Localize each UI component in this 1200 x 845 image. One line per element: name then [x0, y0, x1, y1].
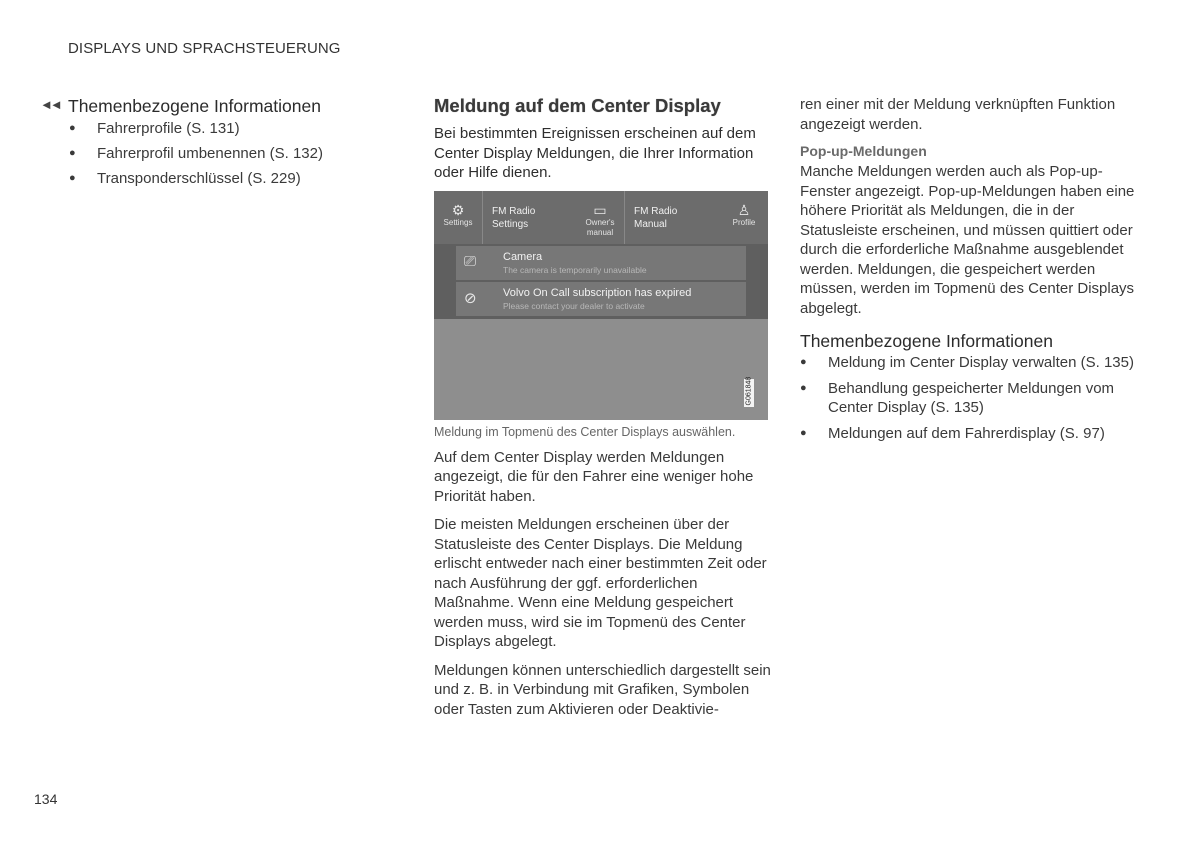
book-icon: ▭ — [593, 201, 607, 218]
profile-icon: ♙ — [737, 201, 751, 218]
figure-caption: Meldung im Topmenü des Center Displays auswählen. — [434, 424, 736, 439]
center-display-screenshot — [434, 191, 768, 420]
bullet-icon: ● — [69, 147, 76, 159]
article-continuation — [800, 95, 1135, 449]
page-number: 134 — [34, 791, 58, 807]
paragraph: Auf dem Center Display werden Meldungen angezeigt, die für den Fahrer eine weniger hohe Priorität haben. — [434, 448, 754, 505]
bullet-icon: ● — [800, 426, 807, 439]
image-reference-code: G061848 — [745, 376, 753, 405]
paragraph: ren einer mit der Meldung verknüpften Funktion angezeigt werden. — [800, 96, 1116, 133]
back-arrows-icon[interactable]: ◄◄ — [40, 97, 60, 112]
related-link-list — [800, 353, 1135, 443]
list-item[interactable]: ● Fahrerprofil umbenennen (S. 132) — [69, 145, 323, 162]
bullet-icon: ● — [69, 122, 76, 134]
bullet-icon: ● — [800, 381, 807, 394]
settings-icon: ⚙ — [451, 201, 465, 218]
owners-manual-tile: ▭ Owner's manual — [580, 191, 620, 244]
fm-radio-settings-tile: FM Radio Settings — [482, 191, 575, 244]
running-header: DISPLAYS UND SPRACHSTEUERUNG — [68, 40, 341, 57]
list-item[interactable]: ● Behandlung gespeicherter Meldungen vom Center Display (S. 135) — [800, 379, 1115, 416]
lead-paragraph: Bei bestimmten Ereignissen erscheinen auf dem Center Display Meldungen, die Ihrer Information oder Hilfe dienen. — [434, 125, 756, 181]
notification-volvo-on-call: ⊘ Volvo On Call subscription has expired Please contact your dealer to activate — [456, 282, 746, 316]
camera-icon: ⎚ — [464, 252, 477, 270]
related-info-left — [40, 95, 370, 194]
list-item[interactable]: ● Fahrerprofile (S. 131) — [69, 120, 240, 137]
section-title: Meldung auf dem Center Display — [434, 95, 721, 116]
popup-subheading: Pop-up-Meldungen — [800, 143, 927, 159]
related-info-heading: Themenbezogene Informationen — [68, 96, 321, 116]
list-item[interactable]: ● Meldungen auf dem Fahrerdisplay (S. 97) — [800, 424, 1105, 442]
volvo-logo-icon: ⊘ — [464, 289, 477, 307]
bullet-icon: ● — [69, 172, 76, 184]
related-info-heading: Themenbezogene Informationen — [800, 331, 1053, 351]
paragraph: Meldungen können unterschiedlich dargestellt sein und z. B. in Verbindung mit Grafiken, Symbolen oder Tasten zum Aktivieren oder Deaktivie- — [434, 661, 771, 718]
list-item[interactable]: ● Meldung im Center Display verwalten (S. 135) — [800, 354, 1134, 371]
paragraph: Manche Meldungen werden auch als Pop-up-Fenster angezeigt. Pop-up-Meldungen haben eine höhere Priorität als Meldungen, die in der Statusleiste erscheinen, und müssen quittiert oder durch die erforderliche Maßnahme ausgeblendet werden. Meldungen, die gespeichert werden müssen, werden im Topmenü des Center Displays abgelegt. — [800, 163, 1135, 317]
related-link-list — [68, 119, 370, 188]
profile-tile: ♙ Profile — [728, 191, 760, 244]
fm-radio-manual-tile: FM Radio Manual — [624, 191, 721, 244]
display-top-menu — [434, 191, 768, 244]
list-item[interactable]: ● Transponderschlüssel (S. 229) — [69, 170, 301, 187]
bullet-icon: ● — [800, 356, 807, 368]
notification-camera: ⎚ Camera The camera is temporarily unavailable — [456, 246, 746, 280]
paragraph: Die meisten Meldungen erscheinen über der Statusleiste des Center Displays. Die Meldung erlischt entweder nach einer bestimmten Zeit oder nach Ausführung der ggf. erforderlichen Maßnahme. Wenn eine Meldung gespeichert werden muss, wird sie im Topmenü des Center Displays abgelegt. — [434, 516, 767, 650]
settings-tile: ⚙ Settings — [440, 191, 476, 244]
notification-dropdown — [434, 244, 768, 319]
main-article — [434, 94, 774, 719]
